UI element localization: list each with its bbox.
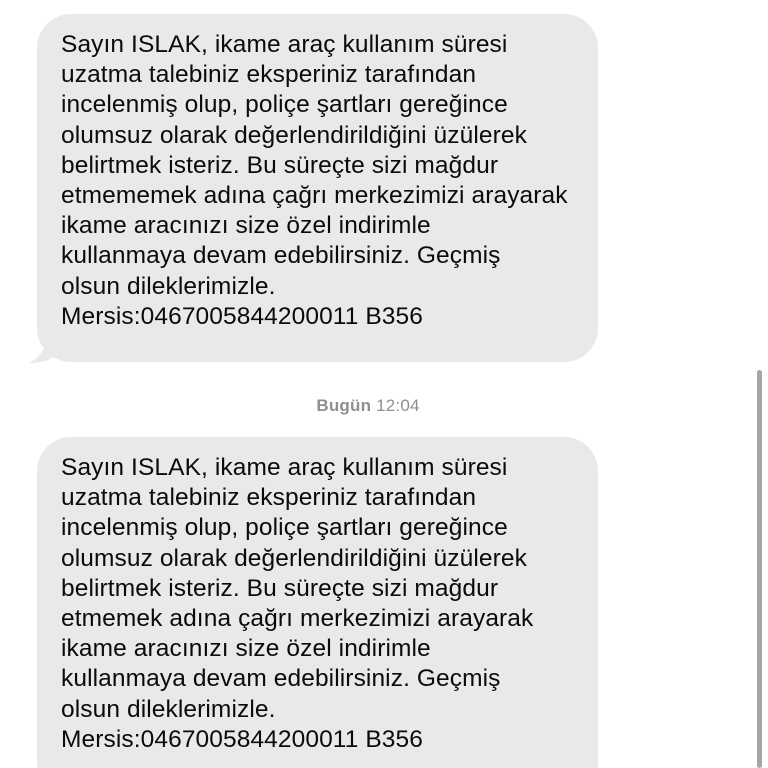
- message-line: incelenmiş olup, poliçe şartları gereğince: [61, 91, 508, 119]
- message-line: olumsuz olarak değerlendirildiğini üzülerek: [61, 121, 527, 149]
- message-line: belirtmek isteriz. Bu süreçte sizi mağdur: [61, 574, 499, 602]
- message-line: olsun dileklerimizle.: [61, 272, 276, 300]
- message-line: Sayın ISLAK, ikame araç kullanım süresi: [61, 454, 508, 481]
- scroll-indicator[interactable]: [757, 370, 762, 768]
- message-line: belirtmek isteriz. Bu süreçte sizi mağdur: [61, 151, 499, 179]
- message-line: olumsuz olarak değerlendirildiğini üzülerek: [61, 544, 527, 572]
- message-line: kullanmaya devam edebilirsiniz. Geçmiş: [61, 242, 501, 270]
- message-line: uzatma talebiniz eksperiniz tarafından: [61, 484, 477, 512]
- message-line: incelenmiş olup, poliçe şartları gereğince: [61, 514, 508, 542]
- message-line: uzatma talebiniz eksperiniz tarafından: [61, 61, 477, 89]
- message-line: Sayın ISLAK, ikame araç kullanım süresi: [61, 31, 508, 58]
- message-line: olsun dileklerimizle.: [61, 695, 276, 723]
- message-line: etmemek adına çağrı merkezimizi arayarak: [61, 605, 534, 633]
- message-line: ikame aracınızı size özel indirimle: [61, 635, 431, 663]
- message-line: Mersis:0467005844200011 B356: [61, 302, 423, 330]
- message-line: Mersis:0467005844200011 B356: [61, 725, 423, 753]
- message-line: ikame aracınızı size özel indirimle: [61, 212, 431, 240]
- bubble-tail-icon: [27, 336, 61, 364]
- message-line: etmememek adına çağrı merkezimizi arayarak: [61, 182, 568, 210]
- message-line: kullanmaya devam edebilirsiniz. Geçmiş: [61, 665, 501, 693]
- message-bubble-incoming[interactable]: [37, 14, 598, 362]
- timestamp-day: Bugün: [316, 396, 372, 415]
- timestamp-time: 12:04: [376, 396, 420, 415]
- message-timestamp: [0, 396, 752, 416]
- message-bubble-incoming[interactable]: [37, 437, 598, 768]
